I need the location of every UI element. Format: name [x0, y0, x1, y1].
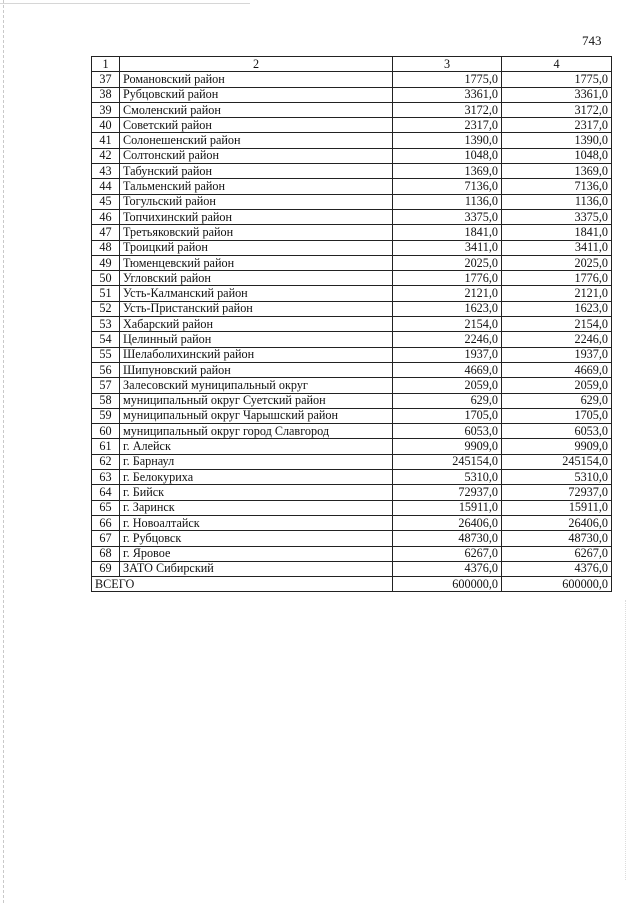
table-row — [92, 424, 612, 439]
row-name: Угловский район — [120, 271, 393, 286]
row-value-col3: 1705,0 — [393, 408, 502, 423]
scan-margin-line — [3, 0, 6, 903]
row-number: 55 — [92, 347, 120, 362]
row-name: Солонешенский район — [120, 133, 393, 148]
row-value-col4: 1048,0 — [502, 148, 612, 163]
row-value-col4: 4669,0 — [502, 362, 612, 377]
row-name: Смоленский район — [120, 102, 393, 117]
row-value-col3: 1390,0 — [393, 133, 502, 148]
row-value-col4: 2154,0 — [502, 317, 612, 332]
row-value-col3: 6267,0 — [393, 546, 502, 561]
row-number: 65 — [92, 500, 120, 515]
table-row — [92, 500, 612, 515]
row-name: г. Барнаул — [120, 454, 393, 469]
table-row — [92, 546, 612, 561]
row-name: Шелаболихинский район — [120, 347, 393, 362]
row-value-col3: 26406,0 — [393, 515, 502, 530]
table-row — [92, 485, 612, 500]
row-value-col4: 6053,0 — [502, 424, 612, 439]
row-value-col3: 2317,0 — [393, 118, 502, 133]
row-number: 41 — [92, 133, 120, 148]
table-row — [92, 347, 612, 362]
total-row — [92, 577, 612, 592]
row-number: 61 — [92, 439, 120, 454]
row-number: 69 — [92, 561, 120, 576]
row-value-col4: 6267,0 — [502, 546, 612, 561]
row-value-col3: 3361,0 — [393, 87, 502, 102]
row-number: 46 — [92, 209, 120, 224]
row-name: г. Новоалтайск — [120, 515, 393, 530]
table-row — [92, 194, 612, 209]
header-col-3: 3 — [393, 57, 502, 72]
row-name: муниципальный округ Суетский район — [120, 393, 393, 408]
row-value-col3: 1369,0 — [393, 164, 502, 179]
row-name: муниципальный округ город Славгород — [120, 424, 393, 439]
header-col-1: 1 — [92, 57, 120, 72]
row-number: 52 — [92, 301, 120, 316]
table-row — [92, 393, 612, 408]
row-value-col3: 6053,0 — [393, 424, 502, 439]
row-value-col3: 1623,0 — [393, 301, 502, 316]
row-number: 48 — [92, 240, 120, 255]
row-name: Тогульский район — [120, 194, 393, 209]
header-col-2: 2 — [120, 57, 393, 72]
row-number: 51 — [92, 286, 120, 301]
row-name: Советский район — [120, 118, 393, 133]
row-value-col3: 72937,0 — [393, 485, 502, 500]
row-value-col4: 1841,0 — [502, 225, 612, 240]
table-row — [92, 179, 612, 194]
table-row — [92, 87, 612, 102]
row-value-col3: 3172,0 — [393, 102, 502, 117]
row-number: 37 — [92, 72, 120, 87]
row-value-col4: 1775,0 — [502, 72, 612, 87]
table-row — [92, 72, 612, 87]
table-row — [92, 225, 612, 240]
row-number: 64 — [92, 485, 120, 500]
row-value-col4: 3375,0 — [502, 209, 612, 224]
row-value-col4: 1369,0 — [502, 164, 612, 179]
row-value-col4: 2317,0 — [502, 118, 612, 133]
row-name: Романовский район — [120, 72, 393, 87]
row-number: 59 — [92, 408, 120, 423]
row-number: 47 — [92, 225, 120, 240]
row-name: Троицкий район — [120, 240, 393, 255]
row-value-col3: 1136,0 — [393, 194, 502, 209]
row-name: Табунский район — [120, 164, 393, 179]
table-row — [92, 531, 612, 546]
table-row — [92, 286, 612, 301]
row-value-col4: 2246,0 — [502, 332, 612, 347]
table-row — [92, 317, 612, 332]
row-value-col4: 72937,0 — [502, 485, 612, 500]
row-number: 56 — [92, 362, 120, 377]
row-value-col3: 2121,0 — [393, 286, 502, 301]
row-value-col3: 4669,0 — [393, 362, 502, 377]
row-number: 40 — [92, 118, 120, 133]
row-name: Тальменский район — [120, 179, 393, 194]
row-value-col3: 5310,0 — [393, 470, 502, 485]
row-number: 62 — [92, 454, 120, 469]
row-number: 66 — [92, 515, 120, 530]
row-name: Залесовский муниципальный округ — [120, 378, 393, 393]
row-value-col3: 15911,0 — [393, 500, 502, 515]
total-label: ВСЕГО — [92, 577, 393, 592]
table-row — [92, 454, 612, 469]
allocation-table — [91, 56, 612, 592]
scan-right-edge — [624, 600, 626, 880]
row-number: 39 — [92, 102, 120, 117]
row-value-col4: 1136,0 — [502, 194, 612, 209]
row-name: г. Рубцовск — [120, 531, 393, 546]
row-value-col3: 3375,0 — [393, 209, 502, 224]
row-name: г. Белокуриха — [120, 470, 393, 485]
row-value-col4: 5310,0 — [502, 470, 612, 485]
table-row — [92, 470, 612, 485]
row-value-col4: 3411,0 — [502, 240, 612, 255]
row-value-col4: 2121,0 — [502, 286, 612, 301]
row-number: 57 — [92, 378, 120, 393]
row-number: 53 — [92, 317, 120, 332]
row-name: Шипуновский район — [120, 362, 393, 377]
row-value-col3: 2025,0 — [393, 255, 502, 270]
table-row — [92, 515, 612, 530]
row-name: Усть-Пристанский район — [120, 301, 393, 316]
row-name: Тюменцевский район — [120, 255, 393, 270]
row-value-col4: 4376,0 — [502, 561, 612, 576]
row-number: 49 — [92, 255, 120, 270]
table-row — [92, 561, 612, 576]
row-name: Усть-Калманский район — [120, 286, 393, 301]
row-value-col4: 1937,0 — [502, 347, 612, 362]
table-row — [92, 133, 612, 148]
row-value-col4: 9909,0 — [502, 439, 612, 454]
row-name: Рубцовский район — [120, 87, 393, 102]
row-value-col3: 2246,0 — [393, 332, 502, 347]
row-name: г. Бийск — [120, 485, 393, 500]
row-number: 67 — [92, 531, 120, 546]
row-number: 60 — [92, 424, 120, 439]
row-value-col3: 1048,0 — [393, 148, 502, 163]
table-row — [92, 332, 612, 347]
row-number: 58 — [92, 393, 120, 408]
row-value-col3: 1841,0 — [393, 225, 502, 240]
header-col-4: 4 — [502, 57, 612, 72]
row-value-col3: 245154,0 — [393, 454, 502, 469]
row-value-col3: 3411,0 — [393, 240, 502, 255]
row-name: муниципальный округ Чарышский район — [120, 408, 393, 423]
row-value-col3: 2059,0 — [393, 378, 502, 393]
table-row — [92, 148, 612, 163]
row-number: 42 — [92, 148, 120, 163]
table-row — [92, 209, 612, 224]
row-value-col3: 1775,0 — [393, 72, 502, 87]
row-value-col3: 629,0 — [393, 393, 502, 408]
row-value-col4: 1623,0 — [502, 301, 612, 316]
row-value-col4: 15911,0 — [502, 500, 612, 515]
table-row — [92, 301, 612, 316]
row-number: 50 — [92, 271, 120, 286]
row-value-col4: 1705,0 — [502, 408, 612, 423]
row-name: г. Алейск — [120, 439, 393, 454]
row-value-col4: 3361,0 — [502, 87, 612, 102]
table-row — [92, 362, 612, 377]
table-row — [92, 164, 612, 179]
row-name: ЗАТО Сибирский — [120, 561, 393, 576]
row-value-col3: 4376,0 — [393, 561, 502, 576]
row-number: 54 — [92, 332, 120, 347]
total-value-col4: 600000,0 — [502, 577, 612, 592]
row-value-col4: 1390,0 — [502, 133, 612, 148]
row-value-col4: 3172,0 — [502, 102, 612, 117]
row-number: 38 — [92, 87, 120, 102]
row-value-col3: 1937,0 — [393, 347, 502, 362]
row-name: Хабарский район — [120, 317, 393, 332]
table-row — [92, 439, 612, 454]
row-value-col4: 629,0 — [502, 393, 612, 408]
row-value-col4: 2059,0 — [502, 378, 612, 393]
table-row — [92, 102, 612, 117]
row-number: 45 — [92, 194, 120, 209]
row-number: 44 — [92, 179, 120, 194]
row-name: Третьяковский район — [120, 225, 393, 240]
total-value-col3: 600000,0 — [393, 577, 502, 592]
row-number: 68 — [92, 546, 120, 561]
row-number: 43 — [92, 164, 120, 179]
table-row — [92, 408, 612, 423]
row-value-col4: 245154,0 — [502, 454, 612, 469]
row-name: Целинный район — [120, 332, 393, 347]
page-number: 743 — [582, 33, 602, 48]
row-name: г. Заринск — [120, 500, 393, 515]
table-row — [92, 378, 612, 393]
row-value-col4: 1776,0 — [502, 271, 612, 286]
row-name: г. Яровое — [120, 546, 393, 561]
row-value-col4: 26406,0 — [502, 515, 612, 530]
table-header-row — [92, 57, 612, 72]
row-value-col3: 2154,0 — [393, 317, 502, 332]
table-row — [92, 118, 612, 133]
row-name: Солтонский район — [120, 148, 393, 163]
table-row — [92, 271, 612, 286]
scan-top-line — [0, 3, 250, 5]
row-value-col3: 7136,0 — [393, 179, 502, 194]
row-value-col4: 7136,0 — [502, 179, 612, 194]
row-value-col3: 1776,0 — [393, 271, 502, 286]
table-row — [92, 240, 612, 255]
row-number: 63 — [92, 470, 120, 485]
row-value-col3: 9909,0 — [393, 439, 502, 454]
row-value-col4: 2025,0 — [502, 255, 612, 270]
table-row — [92, 255, 612, 270]
row-name: Топчихинский район — [120, 209, 393, 224]
row-value-col3: 48730,0 — [393, 531, 502, 546]
row-value-col4: 48730,0 — [502, 531, 612, 546]
